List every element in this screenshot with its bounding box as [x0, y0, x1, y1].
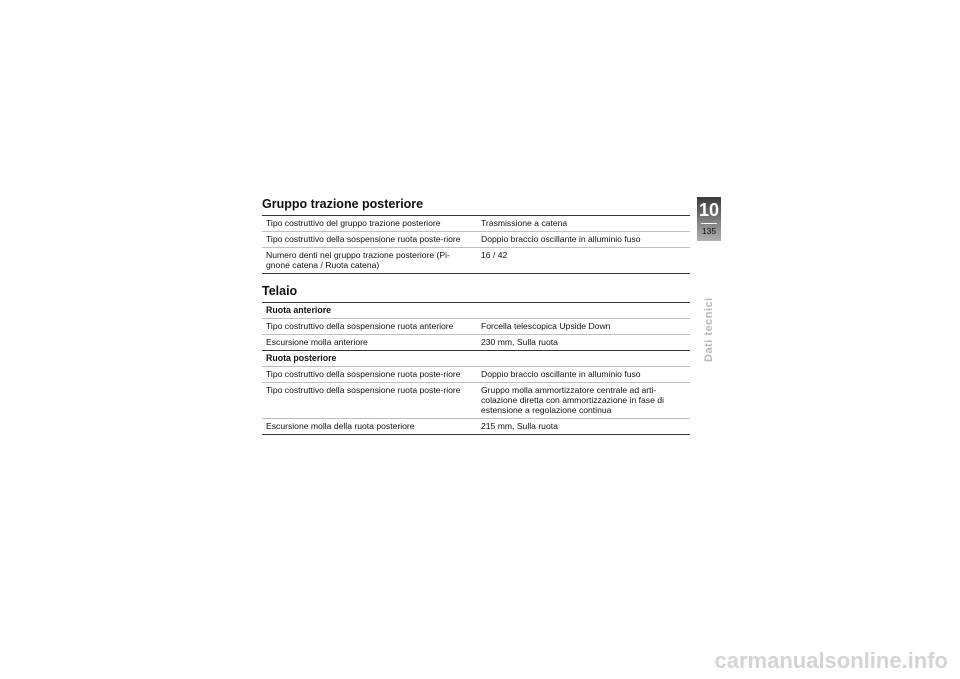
spec-value: 215 mm, Sulla ruota	[477, 419, 690, 435]
chapter-divider	[701, 223, 717, 224]
spec-key: Escursione molla anteriore	[262, 335, 477, 351]
spec-key: Tipo costruttivo della sospensione ruota anteriore	[262, 319, 477, 335]
spec-value: 16 / 42	[477, 248, 690, 274]
chapter-tab	[697, 197, 721, 241]
table-row	[262, 232, 690, 248]
table-row	[262, 335, 690, 351]
table-row	[262, 248, 690, 274]
spec-key: Tipo costruttivo della sospensione ruota poste-riore	[262, 383, 477, 419]
spec-key: Escursione molla della ruota posteriore	[262, 419, 477, 435]
table-row	[262, 419, 690, 435]
spec-value: Trasmissione a catena	[481, 218, 568, 228]
group-header-row	[262, 303, 690, 319]
spec-value: Doppio braccio oscillante in alluminio fuso	[477, 232, 690, 248]
group-front-wheel: Ruota anteriore	[266, 305, 332, 315]
spec-key: Tipo costruttivo del gruppo trazione posteriore	[266, 218, 441, 228]
frame-table	[262, 302, 690, 435]
group-header-row	[262, 351, 690, 367]
chapter-number: 10	[698, 200, 720, 220]
rear-drive-table	[262, 215, 690, 274]
table-row	[262, 367, 690, 383]
spec-value: Forcella telescopica Upside Down	[477, 319, 690, 335]
section-title-rear-drive: Gruppo trazione posteriore	[262, 197, 424, 211]
page-number: 135	[701, 226, 717, 236]
table-row	[262, 319, 690, 335]
side-chapter-label: Dati tecnici	[703, 297, 715, 362]
group-rear-wheel: Ruota posteriore	[262, 351, 690, 367]
spec-content	[262, 197, 690, 435]
table-row	[262, 216, 690, 232]
spec-key: Tipo costruttivo della sospensione ruota poste-riore	[262, 232, 477, 248]
table-row	[262, 383, 690, 419]
section-title-frame: Telaio	[262, 284, 298, 298]
spec-key: Tipo costruttivo della sospensione ruota poste-riore	[262, 367, 477, 383]
spec-value: 230 mm, Sulla ruota	[477, 335, 690, 351]
spec-value: Doppio braccio oscillante in alluminio fuso	[477, 367, 690, 383]
watermark: carmanualsonline.info	[714, 648, 948, 673]
spec-key: Numero denti nel gruppo trazione posteriore (Pi-gnone catena / Ruota catena)	[262, 248, 477, 274]
spec-value: Gruppo molla ammortizzatore centrale ad arti-colazione diretta con ammortizzazione in fase di estensione a regolazione continua	[477, 383, 690, 419]
